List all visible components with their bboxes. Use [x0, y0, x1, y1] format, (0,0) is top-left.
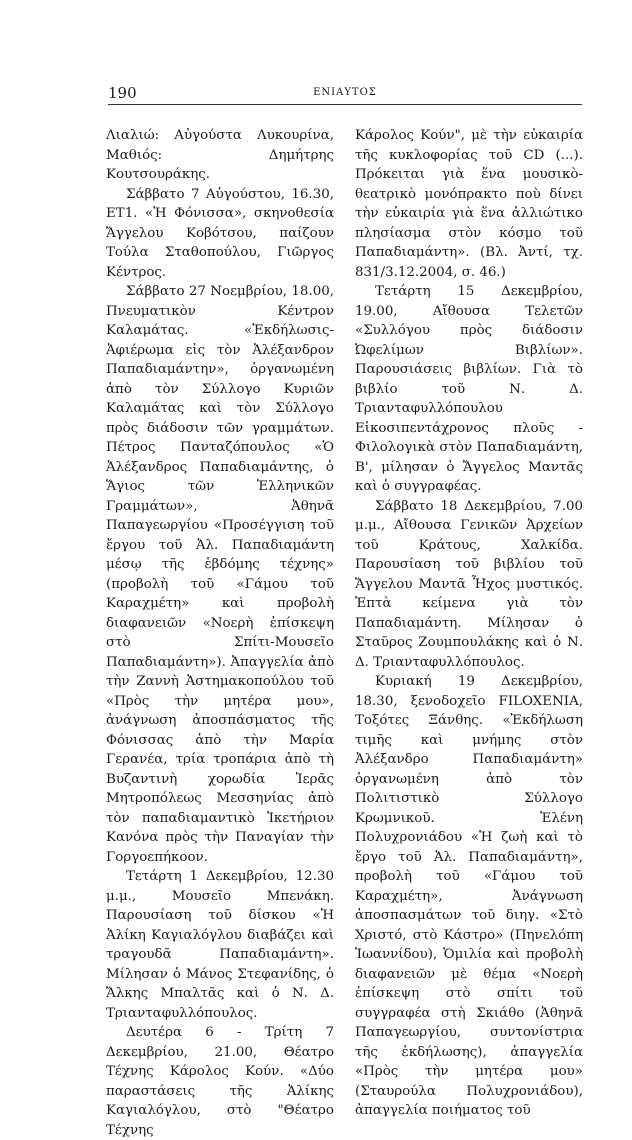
- page-number: 190: [108, 84, 137, 102]
- paragraph: Κάρολος Κούν", μὲ τὴν εὐκαιρία τῆς κυκλοφορίας τοῦ CD (...). Πρόκειται γιὰ ἕνα μουσικὸ-θεατρικὸ μονόπρακτο ποὺ δίνει τὴν εὐκαιρία γιὰ ἕνα ἀλλιώτικο πλησίασμα στὸν κόσμο τοῦ Παπαδιαμάντη». (Βλ. Ἀντί, τχ. 831/3.12.2004, σ. 46.): [355, 128, 583, 280]
- paragraph: Σάββατο 18 Δεκεμβρίου, 7.00 μ.μ., Αἴθουσα Γενικῶν Ἀρχείων τοῦ Κράτους, Χαλκίδα. Παρουσίαση τοῦ βιβλίου τοῦ Ἄγγελου Μαντᾶ Ἦχος μυστικός. Ἑπτὰ κείμενα γιὰ τὸν Παπαδιαμάντη. Μίλησαν ὁ Σταῦρος Ζουμπουλάκης καὶ ὁ Ν. Δ. Τριανταφυλλόπουλος.: [355, 498, 583, 670]
- paragraph: Δευτέρα 6 - Τρίτη 7 Δεκεμβρίου, 21.00, Θέατρο Τέχνης Κάρολος Κούν. «Δύο παραστάσεις τῆς Ἀλίκης Καγιαλόγλου, στὸ "Θέατρο Τέχνης: [106, 1025, 334, 1138]
- paragraph: Τετάρτη 1 Δεκεμβρίου, 12.30 μ.μ., Μουσεῖο Μπενάκη. Παρουσίαση τοῦ δίσκου «Ἡ Ἀλίκη Καγιαλόγλου διαβάζει καὶ τραγουδᾶ Παπαδιαμάντη». Μίλησαν ὁ Μάνος Στεφανίδης, ὁ Ἄλκης Μπαλτᾶς καὶ ὁ Ν. Δ. Τριανταφυλλόπουλος.: [106, 869, 334, 1021]
- right-column: [355, 126, 583, 1121]
- left-column: [106, 126, 334, 1140]
- paragraph: Κυριακή 19 Δεκεμβρίου, 18.30, ξενοδοχεῖο FILOXENIA, Τοξότες Ξάνθης. «Ἐκδήλωση τιμῆς καὶ μνήμης στὸν Ἀλέξανδρο Παπαδιαμάντη» ὀργανωμένη ἀπὸ τὸν Πολιτιστικὸ Σύλλογο Κρωμνικοῦ. Ἑλένη Πολυχρονιάδου «Ἡ ζωὴ καὶ τὸ ἔργο τοῦ Ἀλ. Παπαδιαμάντη», προβολὴ τοῦ «Γάμου τοῦ Καραχμέτη», Ἀνάγνωση ἀποσπασμάτων τοῦ διηγ. «Στὸ Χριστό, στὸ Κάστρο» (Πηνελόπη Ἰωαννίδου), Ὁμιλία καὶ προβολὴ διαφανειῶν μὲ θέμα «Νοερὴ ἐπίσκεψη στὸ σπίτι τοῦ συγγραφέα στὴ Σκιάθο (Ἀθηνᾶ Παπαγεωργίου, συντονίστρια τῆς ἐκδήλωσης), ἀπαγγελία «Πρὸς τὴν μητέρα μου» (Σταυρούλα Πολυχρονιάδου), ἀπαγγελία ποιήματος τοῦ: [355, 674, 583, 1118]
- header-rule: [108, 104, 582, 105]
- paragraph: Τετάρτη 15 Δεκεμβρίου, 19.00, Αἴθουσα Τελετῶν «Συλλόγου πρὸς διάδοσιν Ὠφελίμων Βιβλίων». Παρουσιάσεις βιβλίων. Γιὰ τὸ βιβλίο τοῦ Ν. Δ. Τριανταφυλλόπουλου Εἰκοσιπεντάχρονος πλοῦς - Φιλολογικὰ στὸν Παπαδιαμάντη, Β', μίλησαν ὁ Ἄγγελος Μαντᾶς καὶ ὁ συγγραφέας.: [355, 284, 583, 494]
- paragraph: Σάββατο 7 Αὐγούστου, 16.30, ΕΤ1. «Ἡ Φόνισσα», σκηνοθεσία Ἄγγελου Κοβότσου, παίζουν Τούλα Σταθοπούλου, Γιῶργος Κέντρος.: [106, 186, 334, 280]
- running-title: ΕΝΙΑΥΤΟΣ: [313, 87, 377, 98]
- page-header: [108, 84, 582, 104]
- paragraph: Σάββατο 27 Νοεμβρίου, 18.00, Πνευματικὸν Κέντρον Καλαμάτας. «Ἐκδήλωσις-Ἀφιέρωμα εἰς τὸν Ἀλέξανδρον Παπαδιαμάντην», ὀργανωμένη ἀπὸ τὸν Σύλλογο Κυριῶν Καλαμάτας καὶ τὸν Σύλλογο πρὸς διάδοσιν τῶν γραμμάτων. Πέτρος Πανταζόπουλος «Ὁ Ἀλέξανδρος Παπαδιαμάντης, ὁ Ἅγιος τῶν Ἑλληνικῶν Γραμμάτων», Ἀθηνᾶ Παπαγεωργίου «Προσέγγιση τοῦ ἔργου τοῦ Ἀλ. Παπαδιαμάντη μέσῳ τῆς ἑβδόμης τέχνης» (προβολὴ τοῦ «Γάμου τοῦ Καραχμέτη» καὶ προβολὴ διαφανειῶν «Νοερὴ ἐπίσκεψη στὸ Σπίτι-Μουσεῖο Παπαδιαμάντη»). Ἀπαγγελία ἀπὸ τὴν Ζαννὴ Ἀστημακοπούλου τοῦ «Πρὸς τὴν μητέρα μου», ἀνάγνωση ἀποσπάσματος τῆς Φόνισσας ἀπὸ τὴν Μαρία Γερανέα, τρία τροπάρια ἀπὸ τὴ Βυζαντινὴ χορωδία Ἱερᾶς Μητροπόλεως Μεσσηνίας ἀπὸ τὸν παπαδιαμαντικὸ Ἱκετήριον Κανόνα πρὸς τὴν Παναγίαν τὴν Γοργοεπήκοον.: [106, 284, 334, 865]
- paragraph: Λιαλιώ: Αὐγούστα Λυκουρίνα, Μαθιός: Δημήτρης Κουτσουράκης.: [106, 128, 334, 182]
